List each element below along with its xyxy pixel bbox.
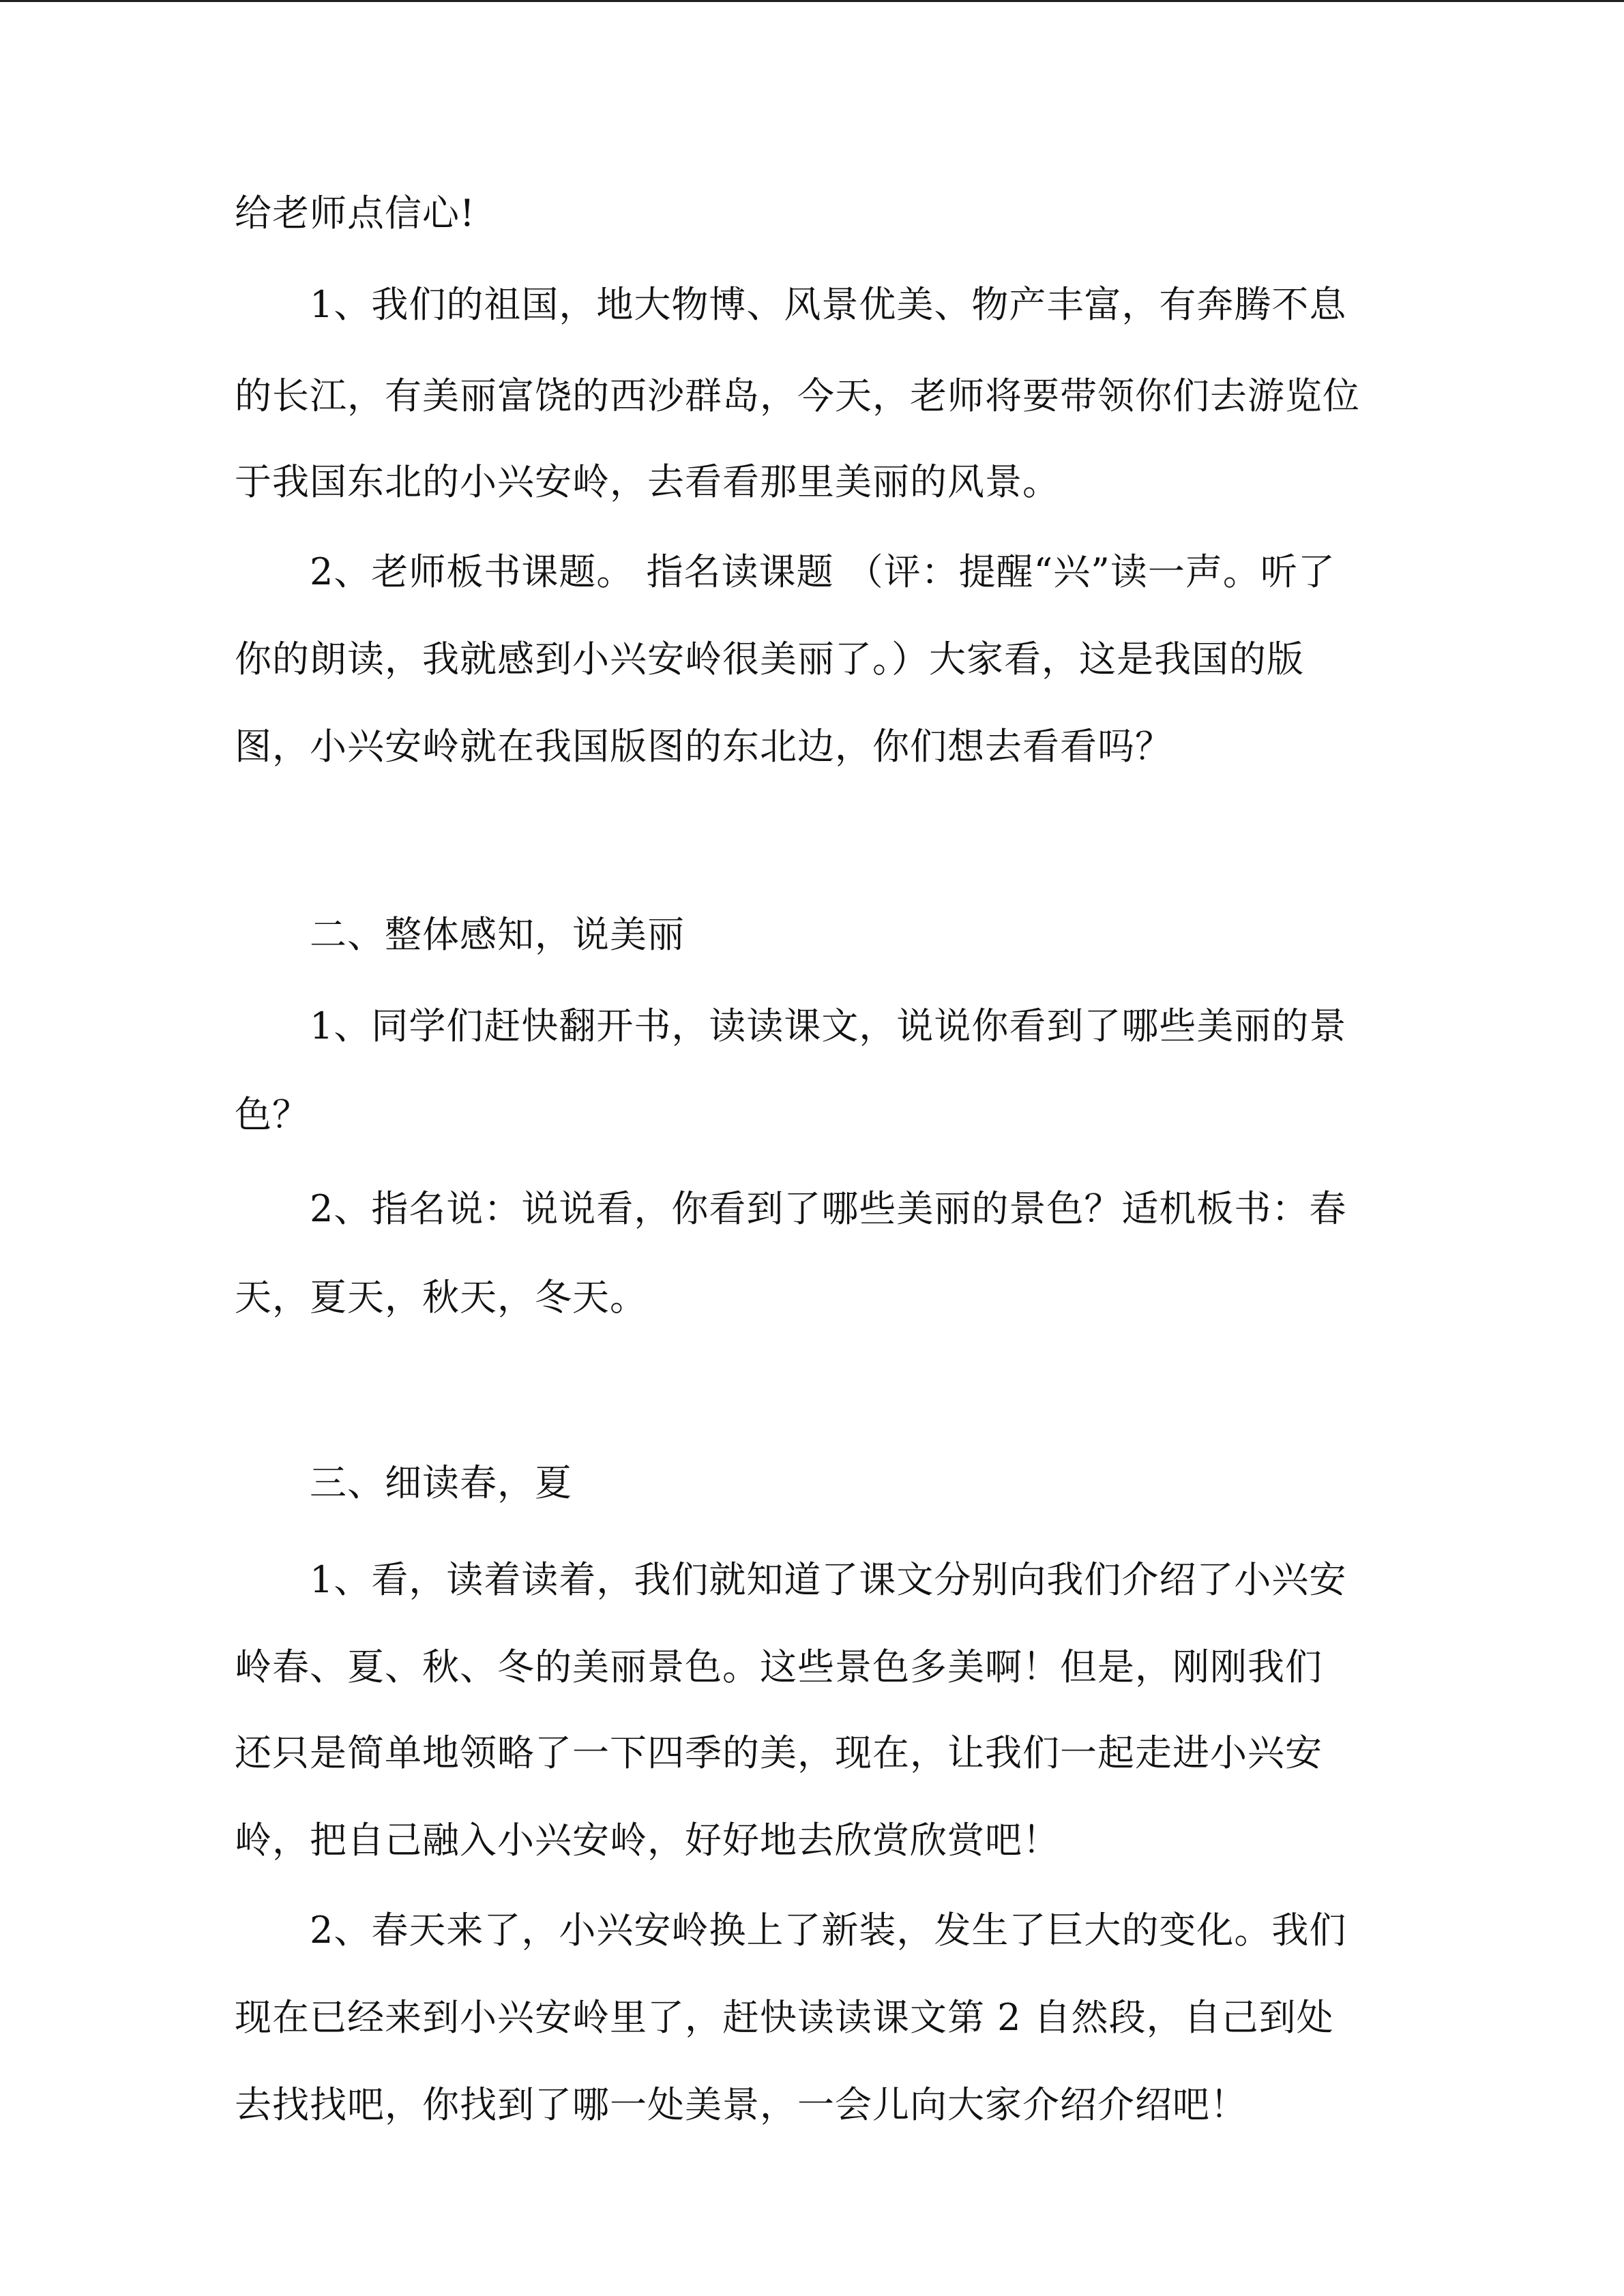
text-line: 岭，把自己融入小兴安岭，好好地去欣赏欣赏吧！ — [235, 1819, 1060, 1862]
text-line: 现在已经来到小兴安岭里了，赶快读读课文第 2 自然段，自己到处 — [235, 1996, 1334, 2039]
text-line: 1、同学们赶快翻开书，读读课文，说说你看到了哪些美丽的景 — [310, 1004, 1347, 1047]
section-heading: 三、细读春，夏 — [310, 1461, 572, 1504]
page-top-border — [0, 0, 1624, 2]
text-line: 还只是简单地领略了一下四季的美，现在，让我们一起走进小兴安 — [235, 1731, 1323, 1774]
text-line: 1、我们的祖国，地大物博、风景优美、物产丰富，有奔腾不息 — [310, 283, 1347, 326]
text-line: 给老师点信心! — [235, 192, 475, 235]
section-heading: 二、整体感知，说美丽 — [310, 913, 685, 956]
text-line: 的长江，有美丽富饶的西沙群岛，今天，老师将要带领你们去游览位 — [235, 374, 1360, 417]
text-line: 图，小兴安岭就在我国版图的东北边，你们想去看看吗？ — [235, 725, 1172, 768]
text-line: 去找找吧，你找到了哪一处美景，一会儿向大家介绍介绍吧！ — [235, 2083, 1247, 2126]
text-line: 岭春、夏、秋、冬的美丽景色。这些景色多美啊！但是，刚刚我们 — [235, 1645, 1323, 1688]
text-line: 色？ — [235, 1093, 310, 1136]
text-line: 你的朗读，我就感到小兴安岭很美丽了。）大家看，这是我国的版 — [235, 638, 1304, 681]
text-line: 2、指名说：说说看，你看到了哪些美丽的景色？适机板书：春 — [310, 1187, 1347, 1230]
text-line: 2、春天来了，小兴安岭换上了新装，发生了巨大的变化。我们 — [310, 1909, 1347, 1952]
text-line: 于我国东北的小兴安岭，去看看那里美丽的风景。 — [235, 460, 1060, 503]
text-line: 天，夏天，秋天，冬天。 — [235, 1276, 647, 1319]
text-line: 2、老师板书课题。 指名读课题 （评：提醒“兴”读一声。听了 — [310, 550, 1335, 593]
text-line: 1、看，读着读着，我们就知道了课文分别向我们介绍了小兴安 — [310, 1558, 1347, 1601]
